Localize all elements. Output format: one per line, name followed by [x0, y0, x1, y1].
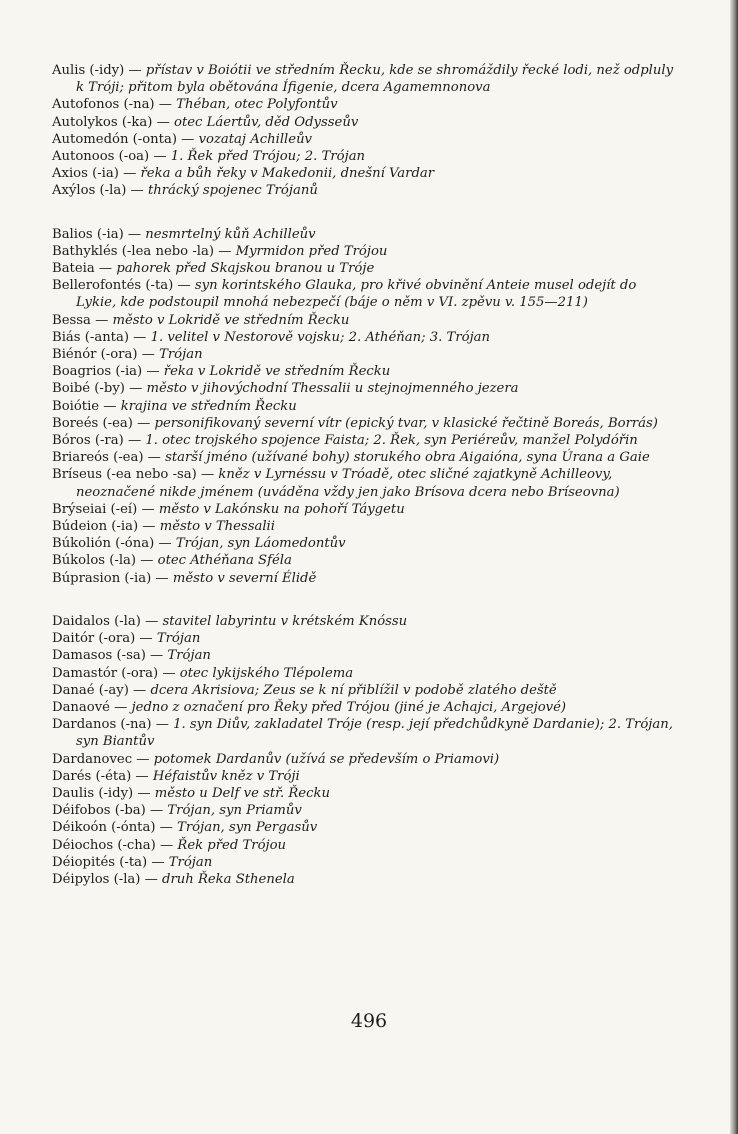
entry-definition: otec Láertův, děd Odysseův [174, 114, 359, 130]
entry-headword: Axios (-ia) — [52, 166, 137, 182]
entry-definition: město u Delf ve stř. Řecku [154, 785, 330, 801]
entry-headword: Déikoón (-ónta) — [52, 820, 173, 836]
entry-definition: Trójan [167, 648, 211, 664]
entry-definition: 1. Řek před Trójou; 2. Trójan [170, 149, 366, 165]
glossary-entry [52, 380, 678, 397]
entry-headword: Aulis (-idy) — [52, 63, 142, 78]
entry-definition: krajina ve středním Řecku [120, 398, 297, 414]
entry-headword: Daitór (-ora) — [52, 631, 153, 647]
glossary-entry [52, 682, 678, 699]
glossary-entry [52, 329, 678, 346]
entry-headword: Boibé (-by) — [52, 381, 143, 397]
entry-headword: Búdeion (-ia) — [52, 519, 156, 535]
entry-definition: Trójan, syn Láomedontův [175, 536, 346, 552]
entry-headword: Biás (-anta) — [52, 329, 147, 345]
entry-headword: Briareós (-ea) — [52, 450, 161, 466]
glossary-entry [52, 699, 678, 716]
entry-headword: Bellerofontés (-ta) — [52, 278, 191, 294]
entry-definition: Trójan, syn Priamův [167, 803, 302, 819]
glossary-entry [52, 363, 678, 380]
glossary-entry [52, 785, 678, 802]
entry-definition: nesmrtelný kůň Achilleův [145, 226, 316, 242]
glossary-entry [52, 148, 678, 165]
entry-definition: 1. otec trojského spojence Faista; 2. Řek, syn Periéreův, manžel Polydóřin [145, 433, 638, 449]
entry-headword: Autonoos (-oa) — [52, 149, 167, 165]
glossary-entry [52, 398, 678, 415]
glossary-entry [52, 871, 678, 888]
entry-headword: Danaé (-ay) — [52, 682, 147, 698]
entry-headword: Bathyklés (-lea nebo -la) — [52, 243, 232, 259]
glossary-entry [52, 518, 678, 535]
glossary-entry [52, 62, 678, 96]
entry-definition: vozataj Achilleův [198, 131, 313, 147]
entry-headword: Déiopités (-ta) — [52, 854, 165, 870]
entry-definition: město v Thessalii [159, 519, 275, 535]
entry-definition: město v jihovýchodní Thessalii u stejnojmenného jezera [146, 381, 519, 397]
glossary-entry [52, 501, 678, 518]
glossary-entry [52, 613, 678, 630]
entry-definition: druh Řeka Sthenela [162, 871, 295, 887]
entry-definition: dcera Akrisiova; Zeus se k ní přiblížil v podobě zlatého deště [150, 682, 557, 698]
entry-headword: Bríseus (-ea nebo -sa) — [52, 467, 215, 483]
entry-definition: Trójan, syn Pergasův [177, 820, 318, 836]
entry-headword: Balios (-ia) — [52, 226, 142, 242]
entry-definition: řeka a bůh řeky v Makedonii, dnešní Vardar [140, 166, 435, 182]
glossary-page [52, 62, 678, 888]
entry-definition: 1. velitel v Nestorově vojsku; 2. Athéňan; 3. Trójan [150, 329, 491, 345]
entry-headword: Biénór (-ora) — [52, 347, 155, 363]
page-number: 496 [350, 1010, 388, 1032]
entry-headword: Bessa — [52, 312, 109, 328]
glossary-entry [52, 647, 678, 664]
glossary-entry [52, 768, 678, 785]
entry-definition: jedno z označení pro Řeky před Trójou (jiné je Achajci, Argejové) [131, 699, 567, 715]
entry-definition: otec lykijského Tlépolema [179, 665, 354, 681]
entry-headword: Daidalos (-la) — [52, 613, 159, 629]
entry-definition: přístav v Boiótii ve středním Řecku, kde se shromáždily řecké lodi, než odpluly k Tróji; přitom byla obětována Ífigenie, dcera Agamemnonova [76, 63, 674, 96]
glossary-entry [52, 312, 678, 329]
glossary-entry [52, 449, 678, 466]
glossary-entry [52, 535, 678, 552]
entry-headword: Búprasion (-ia) — [52, 570, 169, 586]
entry-definition: 1. syn Diův, zakladatel Tróje (resp. její předchůdkyně Dardanie); 2. Trójan, syn Biantův [76, 717, 673, 750]
glossary-entry [52, 96, 678, 113]
glossary-entry [52, 630, 678, 647]
glossary-entry [52, 466, 678, 500]
entry-definition: Trójan [156, 631, 201, 647]
glossary-entry [52, 552, 678, 569]
glossary-entry [52, 716, 678, 750]
entry-headword: Bateia — [52, 261, 113, 277]
entry-definition: město v severní Élidě [172, 570, 317, 586]
glossary-entry [52, 665, 678, 682]
entry-headword: Axýlos (-la) — [52, 183, 144, 199]
entry-definition: potomek Dardanův (užívá se především o Priamovi) [153, 751, 500, 767]
entry-headword: Boreés (-ea) — [52, 415, 151, 431]
entry-definition: personifikovaný severní vítr (epický tvar, v klasické řečtině Boreás, Borrás) [154, 415, 658, 431]
entry-headword: Boagrios (-ia) — [52, 364, 160, 380]
glossary-entry [52, 751, 678, 768]
entry-definition: kněz v Lyrnéssu v Tróadě, otec sličné zajatkyně Achilleovy, neoznačené nikde jménem (uváděna vždy jen jako Brísova dcera nebo Bríseovna) [76, 467, 620, 500]
entry-headword: Automedón (-onta) — [52, 131, 195, 147]
page-edge-shadow [730, 0, 738, 1134]
entry-headword: Darés (-éta) — [52, 768, 149, 784]
glossary-entry [52, 182, 678, 199]
glossary-entry [52, 837, 678, 854]
glossary-entry [52, 570, 678, 587]
entry-definition: Trójan [168, 854, 213, 870]
glossary-entry [52, 346, 678, 363]
entry-headword: Boiótie — [52, 398, 117, 414]
entry-definition: Myrmidon před Trójou [235, 243, 388, 259]
glossary-entry [52, 165, 678, 182]
glossary-entry [52, 415, 678, 432]
glossary-entry [52, 131, 678, 148]
entry-headword: Bóros (-ra) — [52, 433, 142, 449]
entry-definition: řeka v Lokridě ve středním Řecku [163, 364, 391, 380]
entry-headword: Búkolión (-óna) — [52, 536, 172, 552]
glossary-entry [52, 260, 678, 277]
glossary-entry [52, 226, 678, 243]
entry-definition: stavitel labyrintu v krétském Knóssu [162, 613, 408, 629]
section-d [52, 613, 678, 888]
section-b [52, 226, 678, 587]
entry-definition: Héfaistův kněz v Tróji [152, 768, 300, 784]
entry-definition: Trójan [159, 347, 203, 363]
entry-headword: Déifobos (-ba) — [52, 803, 164, 819]
entry-definition: město v Lakónsku na pohoří Táygetu [158, 501, 405, 517]
entry-headword: Brýseiai (-eí) — [52, 501, 155, 517]
entry-headword: Autofonos (-na) — [52, 97, 172, 113]
entry-headword: Dardanos (-na) — [52, 717, 169, 733]
entry-definition: thrácký spojenec Trójanů [147, 183, 318, 199]
glossary-entry [52, 802, 678, 819]
glossary-entry [52, 277, 678, 311]
entry-definition: syn korintského Glauka, pro křivé obvinění Anteie musel odejít do Lykie, kde podstoupil mnohá nebezpečí (báje o něm v VI. zpěvu v. 155—211) [76, 278, 637, 311]
entry-definition: Théban, otec Polyfontův [176, 97, 338, 113]
section-a [52, 62, 678, 200]
entry-headword: Damastór (-ora) — [52, 665, 176, 681]
entry-headword: Búkolos (-la) — [52, 553, 154, 569]
entry-headword: Damasos (-sa) — [52, 648, 164, 664]
glossary-entry [52, 432, 678, 449]
glossary-entry [52, 243, 678, 260]
glossary-entry [52, 114, 678, 131]
glossary-entry [52, 819, 678, 836]
entry-headword: Daulis (-idy) — [52, 785, 151, 801]
entry-headword: Autolykos (-ka) — [52, 114, 170, 130]
entry-headword: Danaové — [52, 699, 128, 715]
entry-definition: Řek před Trójou [177, 837, 287, 853]
entry-definition: město v Lokridě ve středním Řecku [112, 312, 350, 328]
entry-definition: pahorek před Skajskou branou u Tróje [116, 261, 375, 277]
glossary-entry [52, 854, 678, 871]
entry-definition: otec Athéňana Sféla [157, 553, 292, 569]
entry-headword: Dardanovec — [52, 751, 150, 767]
entry-headword: Déiochos (-cha) — [52, 837, 174, 853]
entry-definition: starší jméno (užívané bohy) storukého obra Aigaióna, syna Úrana a Gaie [165, 450, 650, 466]
entry-headword: Déipylos (-la) — [52, 871, 158, 887]
